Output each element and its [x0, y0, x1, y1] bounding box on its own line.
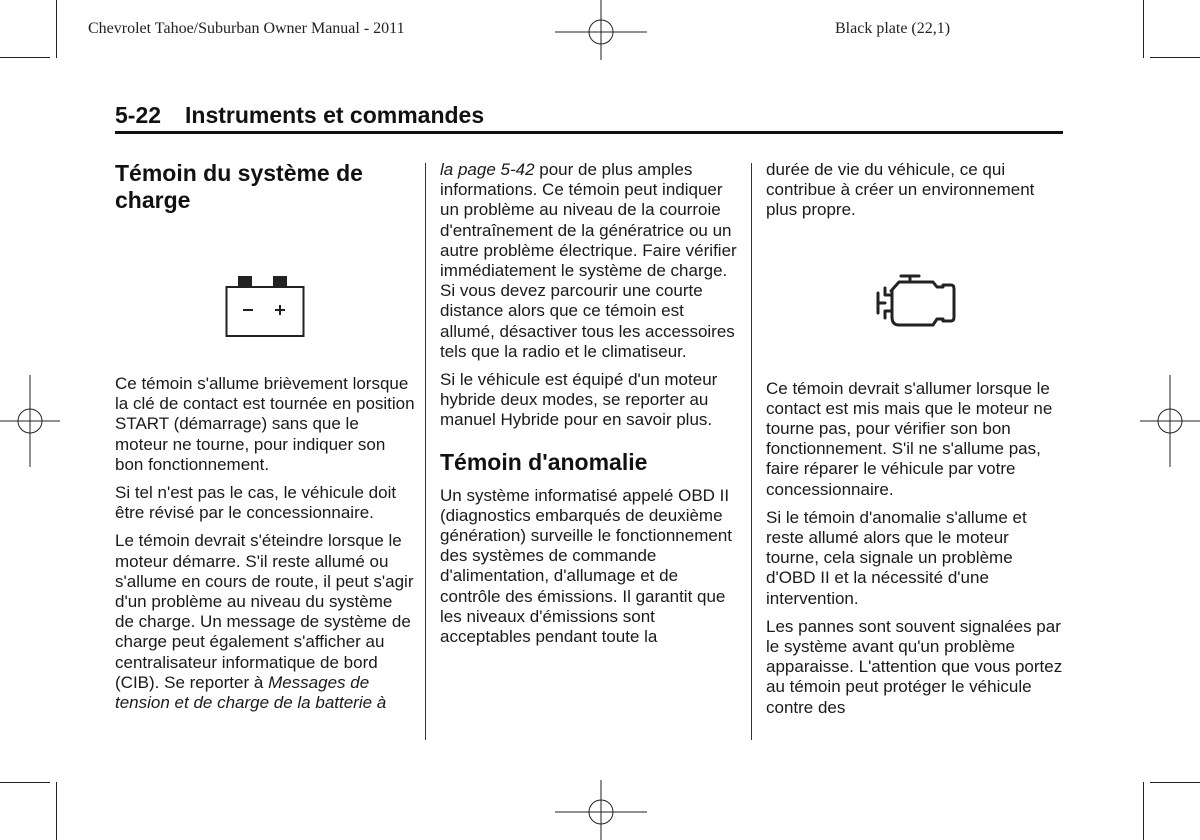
paragraph: Ce témoin devrait s'allumer lorsque le contact est mis mais que le moteur ne tourne pas, pour vérifier son bon fonctionnement. S'il ne s'allume pas, faire réparer le véhicule par votre concessionnaire. [766, 378, 1053, 499]
crop-mark [0, 782, 50, 783]
cross-reference: la page 5-42 [440, 160, 535, 179]
crop-mark [56, 782, 57, 840]
paragraph-text: pour de plus amples informations. Ce témoin peut indiquer un problème au niveau de la courroie d'entraînement de la génératrice ou un autre problème électrique. Faire vérifier immédiatement le système de charge. Si vous devez parcourir une courte distance alors que ce témoin est allumé, désactiver tous les accessoires tels que la radio et le climatiseur. [440, 160, 737, 361]
column-1 [115, 160, 415, 721]
paragraph: Si tel n'est pas le cas, le véhicule doit être révisé par le concessionnaire. [115, 483, 397, 523]
registration-mark-bottom [555, 780, 647, 840]
registration-mark-top [555, 0, 647, 60]
paragraph: Si le véhicule est équipé d'un moteur hybride deux modes, se reporter au manuel Hybride pour en savoir plus. [440, 370, 718, 430]
heading-malfunction-indicator: Témoin d'anomalie [440, 448, 648, 475]
paragraph [440, 160, 740, 362]
paragraph: Les pannes sont souvent signalées par le système avant qu'un problème apparaisse. L'attention que vous portez au témoin peut protéger le véhicule contre des [766, 616, 1063, 717]
registration-mark-left [0, 375, 60, 467]
book-title: Chevrolet Tahoe/Suburban Owner Manual - 2011 [88, 20, 405, 37]
paragraph: durée de vie du véhicule, ce qui contribue à créer un environnement plus propre. [766, 160, 1035, 220]
column-3 [766, 160, 1066, 726]
crop-mark [0, 57, 50, 58]
crop-mark [56, 0, 57, 58]
paragraph [115, 531, 415, 713]
paragraph: Ce témoin s'allume brièvement lorsque la clé de contact est tournée en position START (démarrage) sans que le moteur ne tourne, pour indiquer son bon fonctionnement. [115, 374, 415, 474]
cross-reference: Messages de tension et de charge de la batterie à [115, 672, 387, 713]
paragraph: Si le témoin d'anomalie s'allume et reste allumé alors que le moteur tourne, cela signale un problème d'OBD II et la nécessité d'une intervention. [766, 507, 1027, 608]
section-title: Instruments et commandes [185, 102, 485, 128]
column-divider [425, 163, 426, 740]
crop-mark [1150, 57, 1200, 58]
paragraph: Un système informatisé appelé OBD II (diagnostics embarqués de deuxième génération) surveille le fonctionnement des systèmes de commande d'alimentation, d'allumage et de contrôle des émissions. Il garantit que les niveaux d'émissions sont acceptables pendant toute la [440, 485, 733, 647]
page-number: 5-22 [115, 102, 162, 128]
heading-charging-system: Témoin du système de charge [115, 160, 363, 213]
plate-label: Black plate (22,1) [835, 20, 951, 37]
battery-icon-container [115, 224, 415, 374]
running-head [115, 102, 1063, 134]
column-divider [751, 163, 752, 740]
check-engine-icon [875, 273, 957, 329]
crop-mark [1143, 782, 1144, 840]
crop-mark [1143, 0, 1144, 58]
check-engine-icon-container [766, 229, 1066, 379]
registration-mark-right [1140, 375, 1200, 467]
battery-icon [225, 276, 305, 338]
column-2 [440, 160, 740, 655]
crop-mark [1150, 782, 1200, 783]
paragraph-text: Le témoin devrait s'éteindre lorsque le moteur démarre. S'il reste allumé ou s'allume en cours de route, il peut s'agir d'un problème au niveau du système de charge. Un message de système de charge peut également s'afficher au centralisateur informatique de bord (CIB). Se reporter à [115, 531, 414, 692]
